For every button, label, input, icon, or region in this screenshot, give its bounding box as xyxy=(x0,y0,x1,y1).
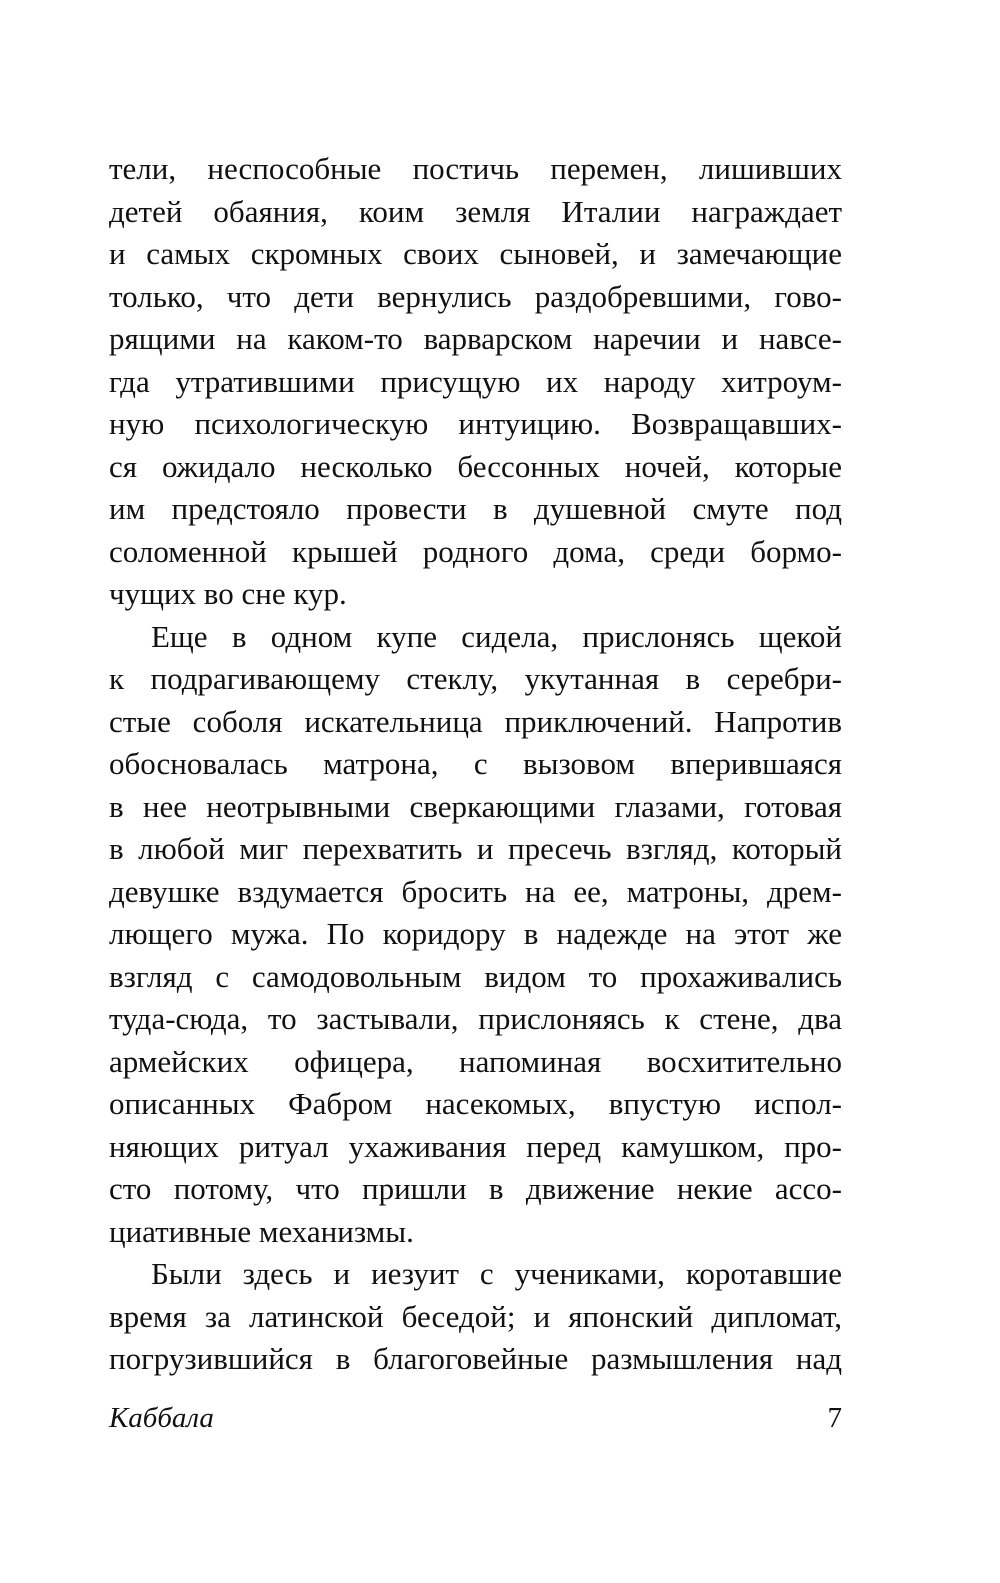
text-line: стые соболя искательница приключений. Напротив xyxy=(109,703,842,739)
text-line: чущих во сне кур. xyxy=(109,576,347,611)
text-line: сто потому, что пришли в движение некие ассо- xyxy=(109,1171,842,1206)
text-line: в любой миг перехватить и пресечь взгляд, который xyxy=(109,831,842,866)
body-text xyxy=(109,148,842,1381)
text-line: время за латинской беседой; и японский дипломат, xyxy=(109,1298,842,1334)
page-footer xyxy=(109,1402,842,1442)
text-line: погрузившийся в благоговейные размышления над xyxy=(109,1341,842,1376)
text-line: соломенной крышей родного дома, среди бормо- xyxy=(109,533,842,569)
text-line: ся ожидало несколько бессонных ночей, которые xyxy=(109,448,842,484)
text-line: Еще в одном купе сидела, прислонясь щекой xyxy=(151,618,842,654)
text-line: в нее неотрывными сверкающими глазами, готовая xyxy=(109,788,842,824)
text-line: тели, неспособные постичь перемен, лишивших xyxy=(109,151,842,186)
text-line: девушке вздумается бросить на ее, матроны, дрем- xyxy=(109,873,842,909)
text-line: взгляд с самодовольным видом то прохаживались xyxy=(109,958,842,994)
text-line: лющего мужа. По коридору в надежде на этот же xyxy=(109,916,842,951)
text-line: и самых скромных своих сыновей, и замечающие xyxy=(109,236,842,271)
text-line: ную психологическую интуицию. Возвращавших- xyxy=(109,406,842,441)
text-line: обосновалась матрона, с вызовом вперившаяся xyxy=(109,746,842,781)
text-line: только, что дети вернулись раздобревшими, гово- xyxy=(109,278,842,314)
text-line: гда утратившими присущую их народу хитроум- xyxy=(109,363,842,399)
text-line: циативные механизмы. xyxy=(109,1213,414,1249)
text-line: детей обаяния, коим земля Италии награждает xyxy=(109,193,842,229)
text-line: к подрагивающему стеклу, укутанная в серебри- xyxy=(109,661,842,696)
text-line: им предстояло провести в душевной смуте под xyxy=(109,491,842,526)
text-line: Были здесь и иезуит с учениками, коротавшие xyxy=(151,1256,842,1291)
text-line: рящими на каком-то варварском наречии и навсе- xyxy=(109,321,842,356)
text-line: туда-сюда, то застывали, прислоняясь к стене, два xyxy=(109,1001,842,1036)
page-number: 7 xyxy=(827,1402,842,1434)
text-line: описанных Фабром насекомых, впустую испол- xyxy=(109,1086,842,1121)
text-line: няющих ритуал ухаживания перед камушком, про- xyxy=(109,1128,842,1164)
running-title: Каббала xyxy=(109,1402,214,1434)
text-line: армейских офицера, напоминая восхитительно xyxy=(109,1043,842,1079)
